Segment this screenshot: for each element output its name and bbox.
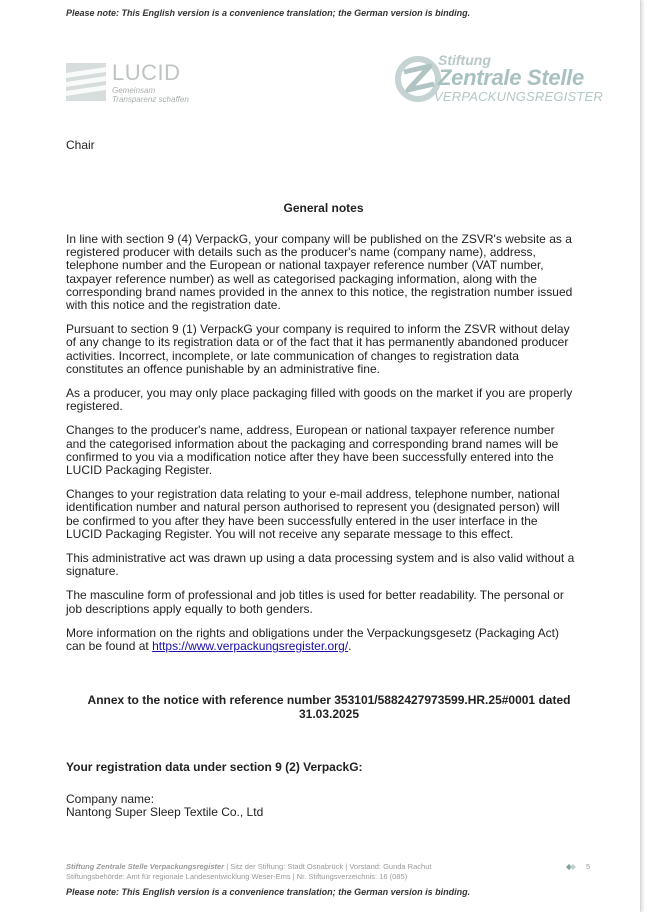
general-notes-body (66, 233, 576, 664)
paragraph: Changes to the producer's name, address, European or national taxpayer reference number and the categorised information about the packaging and corresponding brand names will be confirmed to you via a modification notice after they have been successfully entered into the LUCID Packaging Register. (66, 423, 559, 478)
lucid-tagline-line-1: Gemeinsam (112, 86, 156, 95)
company-name-value: Nantong Super Sleep Textile Co., Ltd (66, 805, 264, 819)
zsvr-logo-verpackungsregister: VERPACKUNGSREGISTER (434, 89, 603, 104)
footer-translation-note: Please note: This English version is a convenience translation; the German version is binding. (66, 887, 471, 897)
header-translation-note: Please note: This English version is a convenience translation; the German version is binding. (66, 8, 471, 18)
zsvr-logo (394, 52, 604, 108)
paragraph: This administrative act was drawn up using a data processing system and is also valid without a signature. (66, 551, 575, 579)
lucid-logo (66, 60, 206, 104)
footer-foundation-name: Stiftung Zentrale Stelle Verpackungsregister (66, 862, 225, 871)
lucid-tagline-line-2: Transparenz schaffen (112, 95, 189, 104)
annex-heading-date: 31.03.2025 (298, 707, 360, 721)
lucid-logo-wordmark: LUCID (112, 60, 181, 85)
footer-line-1 (66, 862, 431, 872)
zsvr-logo-zentrale-stelle: Zentrale Stelle (438, 65, 584, 90)
paragraph: Changes to your registration data relating to your e-mail address, telephone number, national identification number and natural person authorised to represent you (designated person) will be confirmed to you after they have been successfully entered in the user interface in the LUCID Packaging Register. You will not receive any separate message to this effect. (66, 487, 560, 541)
more-info-paragraph (66, 627, 576, 653)
footer-line-1-details: | Sitz der Stiftung: Stadt Osnabrück | Vorstand: Gunda Rachut (224, 862, 432, 871)
paragraph: In line with section 9 (4) VerpackG, your company will be published on the ZSVR's website as a registered producer with details such as the producer's name (company name), address, telephone number and the European or national taxpayer reference number (VAT number, taxpayer reference number) as well as categorised packaging information, along with the corresponding brand names provided in the annex to this notice, the registration number issued with this notice and the registration date. (66, 232, 573, 313)
more-info-period: . (348, 639, 352, 654)
lucid-logo-icon (66, 63, 106, 101)
paragraph: Pursuant to section 9 (1) VerpackG your company is required to inform the ZSVR without delay of any change to its registration data or of the fact that it has permanently abandoned producer activities. Incorrect, incomplete, or late communication of changes to registration data constitutes an offence punishable by an administrative fine. (66, 322, 570, 376)
section-heading-general-notes: General notes (283, 201, 364, 215)
zsvr-logo-stiftung: Stiftung (438, 52, 491, 68)
more-info-text: More information on the rights and obligations under the Verpackungsgesetz (Packaging Act) can be found at (66, 625, 559, 654)
annex-heading-line-1: Annex to the notice with reference number 353101/5882427973599.HR.25#0001 dated (87, 693, 571, 707)
lucid-logo-tagline (112, 86, 189, 104)
paragraph: The masculine form of professional and job titles is used for better readability. The personal or job descriptions apply equally to both genders. (66, 588, 564, 616)
footer-line-2: Stiftungsbehörde: Amt für regionale Landesentwicklung Weser-Ems | Nr. Stiftungsverzeichnis: 16 (085) (66, 872, 408, 881)
verpackungsregister-link[interactable]: https://www.verpackungsregister.org/ (152, 639, 349, 654)
page-footer (66, 862, 431, 882)
paragraph: As a producer, you may only place packaging filled with goods on the market if you are properly registered. (66, 386, 573, 414)
salutation: Chair (66, 138, 95, 152)
registration-data-heading: Your registration data under section 9 (2) VerpackG: (66, 760, 363, 774)
page-number: 5 (586, 862, 591, 871)
footer-diamond-icon (566, 863, 576, 871)
company-name-label: Company name: (66, 792, 155, 806)
annex-heading (66, 693, 592, 721)
